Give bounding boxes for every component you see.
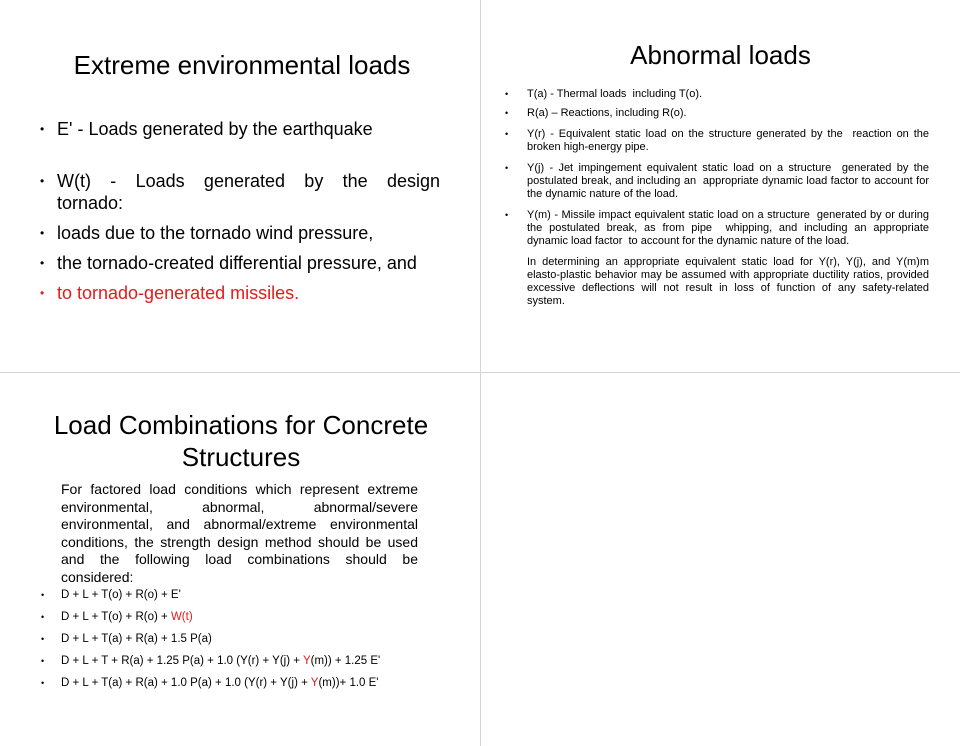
list-item: • Y(j) - Jet impingement equivalent static load on a structure generated by the postulated break, and including an appropriate dynamic load factor to account for the dynamic nature of the load. bbox=[505, 162, 933, 200]
combination-list bbox=[41, 588, 461, 690]
slide-load-combinations bbox=[0, 373, 480, 746]
bullet-list bbox=[505, 88, 933, 308]
bullet-icon: • bbox=[505, 210, 509, 220]
bullet-list bbox=[40, 118, 446, 304]
bullet-icon: • bbox=[505, 108, 509, 118]
bullet-icon: • bbox=[41, 678, 45, 688]
list-item: • D + L + T(a) + R(a) + 1.0 P(a) + 1.0 (Y(r) + Y(j) + Y(m))+ 1.0 E' bbox=[41, 677, 379, 689]
bullet-icon: • bbox=[41, 656, 45, 666]
slide-title: Abnormal loads bbox=[630, 40, 811, 70]
list-item: • E' - Loads generated by the earthquake bbox=[40, 119, 373, 139]
list-item: • D + L + T(o) + R(o) + W(t) bbox=[41, 611, 193, 623]
bullet-icon: • bbox=[505, 129, 509, 139]
bullet-icon: • bbox=[41, 590, 45, 600]
list-item: • D + L + T + R(a) + 1.25 P(a) + 1.0 (Y(r) + Y(j) + Y(m)) + 1.25 E' bbox=[41, 655, 381, 667]
slide-extreme-environmental-loads bbox=[0, 0, 480, 372]
bullet-icon: • bbox=[505, 163, 509, 173]
list-item: • T(a) - Thermal loads including T(o). bbox=[505, 88, 703, 100]
list-item: • to tornado-generated missiles. bbox=[40, 283, 300, 303]
list-item: • the tornado-created differential pressure, and bbox=[40, 253, 417, 273]
slide-title: Load Combinations for Concrete Structures bbox=[53, 410, 429, 472]
list-item: • W(t) - Loads generated by the design tornado: bbox=[40, 171, 446, 213]
list-item: • D + L + T(o) + R(o) + E' bbox=[41, 589, 181, 601]
list-item: • D + L + T(a) + R(a) + 1.5 P(a) bbox=[41, 633, 212, 645]
bullet-icon: • bbox=[40, 256, 45, 270]
bullet-icon: • bbox=[505, 89, 509, 99]
bullet-icon: • bbox=[40, 286, 45, 300]
list-item: In determining an appropriate equivalent static load for Y(r), Y(j), and Y(m)m elasto-plastic behavior may be assumed with appropriate ductility ratios, provided excessive deflections will not result in loss of function of any safety-related system. bbox=[527, 256, 929, 307]
list-item: • loads due to the tornado wind pressure, bbox=[40, 223, 374, 243]
bullet-icon: • bbox=[41, 634, 45, 644]
list-item: • R(a) – Reactions, including R(o). bbox=[505, 107, 687, 119]
list-item: • Y(m) - Missile impact equivalent static load on a structure generated by or during the postulated break, as from pipe whipping, and including an appropriate dynamic load factor to account for the dynamic nature of the load. bbox=[505, 209, 933, 247]
bullet-icon: • bbox=[40, 122, 45, 136]
bullet-icon: • bbox=[41, 612, 45, 622]
bullet-icon: • bbox=[40, 174, 45, 188]
slide-title: Extreme environmental loads bbox=[73, 50, 411, 80]
intro-paragraph: For factored load conditions which represent extreme environmental, abnormal, abnormal/severe environmental, and abnormal/extreme environmental conditions, the strength design method should be used and the following load combinations should be considered: bbox=[61, 481, 418, 585]
list-item: • Y(r) - Equivalent static load on the structure generated by the reaction on the broken high-energy pipe. bbox=[505, 128, 933, 153]
slide-abnormal-loads bbox=[481, 0, 960, 372]
bullet-icon: • bbox=[40, 226, 45, 240]
